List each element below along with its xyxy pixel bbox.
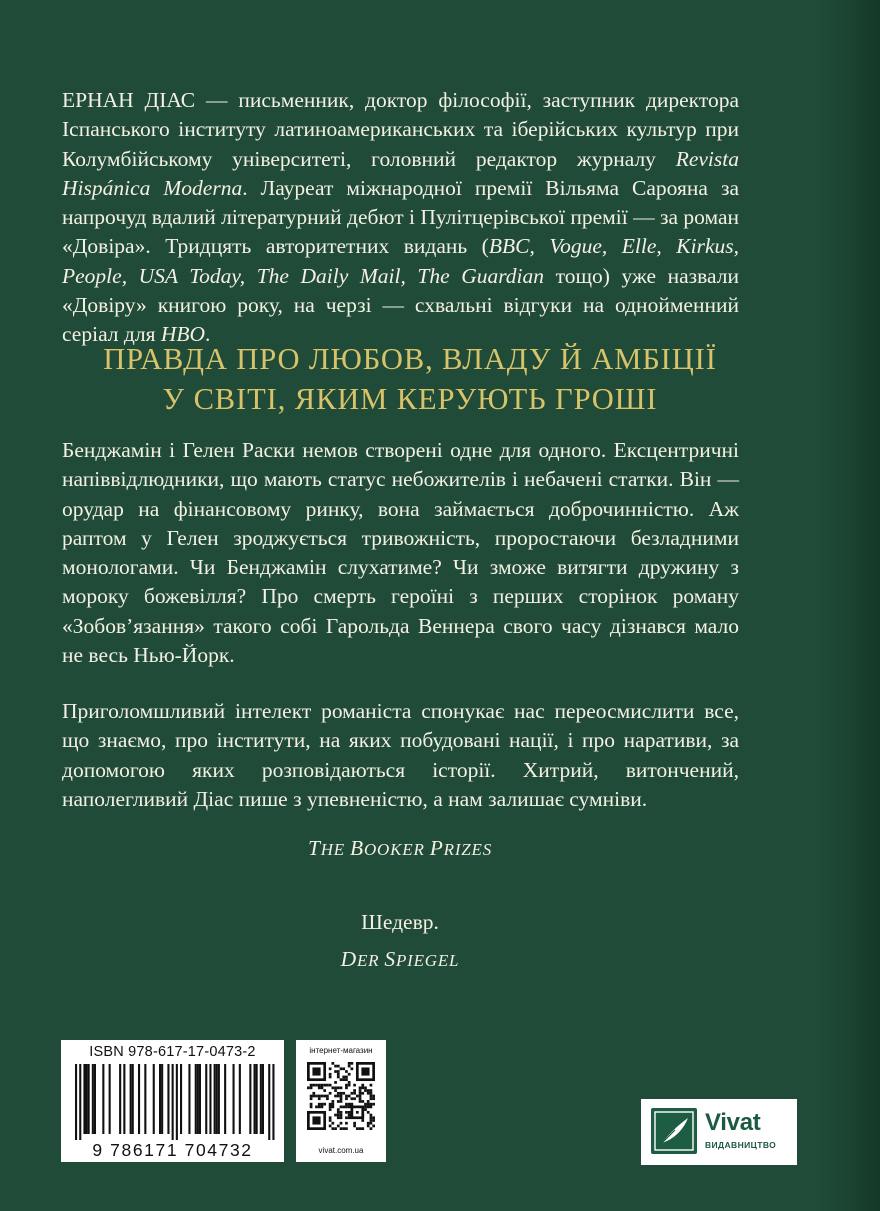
barcode-bar xyxy=(256,1064,258,1134)
barcode-bar xyxy=(153,1064,155,1134)
barcode-bar xyxy=(138,1064,140,1134)
review-source: THE BOOKER PRIZES xyxy=(307,836,493,860)
barcode-bar xyxy=(209,1064,211,1134)
barcode-bar xyxy=(199,1064,201,1134)
barcode-bar xyxy=(262,1064,264,1134)
barcode-bar xyxy=(233,1064,235,1134)
isbn-label: ISBN 978-617-17-0473-2 xyxy=(89,1044,256,1060)
qr-bottom-label: vivat.com.ua xyxy=(318,1146,364,1155)
review-quote: Приголомшливий інтелект романіста спонукає нас переосмислити все, що знаємо, про інститути, на яких побудовані нації, і про наративи, за допомогою яких розповідаються історії. Хитрий, витончений, наполегливий Діас пише з упевненістю, а нам залишає сумніви. xyxy=(62,699,739,811)
barcode-bar xyxy=(86,1064,88,1134)
publisher-sub: ВИДАВНИЦТВО xyxy=(705,1140,777,1150)
barcode-bar xyxy=(102,1064,104,1134)
publisher-logo xyxy=(641,1099,797,1165)
barcode-bar xyxy=(94,1064,96,1134)
barcode-bar xyxy=(167,1064,169,1134)
barcode-bar xyxy=(180,1064,182,1134)
barcode-digits: 9 786171 704732 xyxy=(92,1140,253,1160)
barcode-bar xyxy=(197,1064,199,1134)
barcode-bar xyxy=(218,1064,220,1134)
review-quote-2: Шедевр. xyxy=(361,910,439,934)
barcode-bar xyxy=(109,1064,111,1134)
review-source-2: DER SPIEGEL xyxy=(340,947,460,971)
quill-logo-icon xyxy=(651,1108,697,1154)
publisher-name: Vivat xyxy=(705,1109,761,1136)
barcode-bar xyxy=(239,1064,241,1134)
barcode-bar xyxy=(79,1064,81,1140)
barcode-bar xyxy=(260,1064,262,1134)
barcode-bar xyxy=(123,1064,125,1134)
barcode-bar xyxy=(75,1064,77,1140)
barcode-bar xyxy=(188,1064,190,1134)
barcode-bar xyxy=(195,1064,197,1134)
barcode-bar xyxy=(205,1064,207,1134)
barcode-bar xyxy=(254,1064,256,1134)
barcode-bar xyxy=(216,1064,218,1134)
bio-outlets: BBC, Vogue, Elle, Kirkus, People, USA Today, The Daily Mail, The Guardian xyxy=(62,234,739,288)
tagline-line-2: У СВІТІ, ЯКИМ КЕРУЮТЬ ГРОШІ xyxy=(162,382,658,416)
qr-code-block[interactable] xyxy=(296,1040,386,1162)
barcode-bar xyxy=(144,1064,146,1134)
tagline xyxy=(40,339,780,419)
bio-text-2: . Лауреат міжнародної премії Вільяма Сарояна за напрочуд вдалий літературний дебют і Пулітцерівської премії — за роман «Довіра». Тридцять авторитетних видань ( xyxy=(62,175,740,259)
barcode-bar xyxy=(214,1064,216,1134)
bio-text-1: ЕРНАН ДІАС — письменник, доктор філософії, заступник директора Іспанського інституту латиноамериканських та іберійських культур при Колумбійському університеті, головний редактор журналу xyxy=(62,88,739,171)
barcode-bar xyxy=(159,1064,161,1134)
barcode-bar xyxy=(268,1064,270,1140)
barcode-bar xyxy=(132,1064,134,1134)
barcode-bars xyxy=(61,1064,284,1142)
barcode-bar xyxy=(224,1064,226,1134)
bio-text-4: . xyxy=(205,322,211,347)
barcode-bar xyxy=(272,1064,274,1140)
barcode-bar xyxy=(130,1064,132,1134)
barcode-bar xyxy=(249,1064,251,1134)
isbn-barcode xyxy=(61,1040,284,1162)
barcode-bar xyxy=(161,1064,163,1134)
bio-text-3: тощо) уже назвали «Довіру» книгою року, на черзі — схвальні відгуки на однойменний серіал для xyxy=(62,263,739,347)
barcode-bar xyxy=(172,1064,174,1140)
barcode-bar xyxy=(83,1064,85,1134)
qr-top-label: інтернет-магазин xyxy=(309,1046,373,1055)
barcode-bar xyxy=(88,1064,90,1134)
barcode-bar xyxy=(176,1064,178,1140)
synopsis: Бенджамін і Гелен Раски немов створені одне для одного. Ексцентричні напіввідлюдники, що мають статус небожителів і небачені статки. Він — орудар на фінансовому ринку, вона займається доброчинністю. Аж раптом у Гелен зроджується тривожність, проростаючи безладними монологами. Чи Бенджамін слухатиме? Чи зможе витягти дружину з мороку божевілля? Про смерть героїні з перших сторінок роману «Зобов’язання» такого собі Гарольда Веннера свого часу дізнався мало не весь Нью-Йорк. xyxy=(62,438,739,668)
spine-shadow xyxy=(820,0,880,1211)
tagline-line-1: ПРАВДА ПРО ЛЮБОВ, ВЛАДУ Й АМБІЦІЇ xyxy=(103,342,717,376)
author-bio xyxy=(62,86,739,350)
bio-journal: Revista Hispánica Moderna xyxy=(62,146,739,200)
bio-hbo: HBO xyxy=(160,322,206,347)
barcode-bar xyxy=(119,1064,121,1134)
qr-code-icon[interactable] xyxy=(307,1062,375,1130)
barcode-bar xyxy=(92,1064,94,1134)
